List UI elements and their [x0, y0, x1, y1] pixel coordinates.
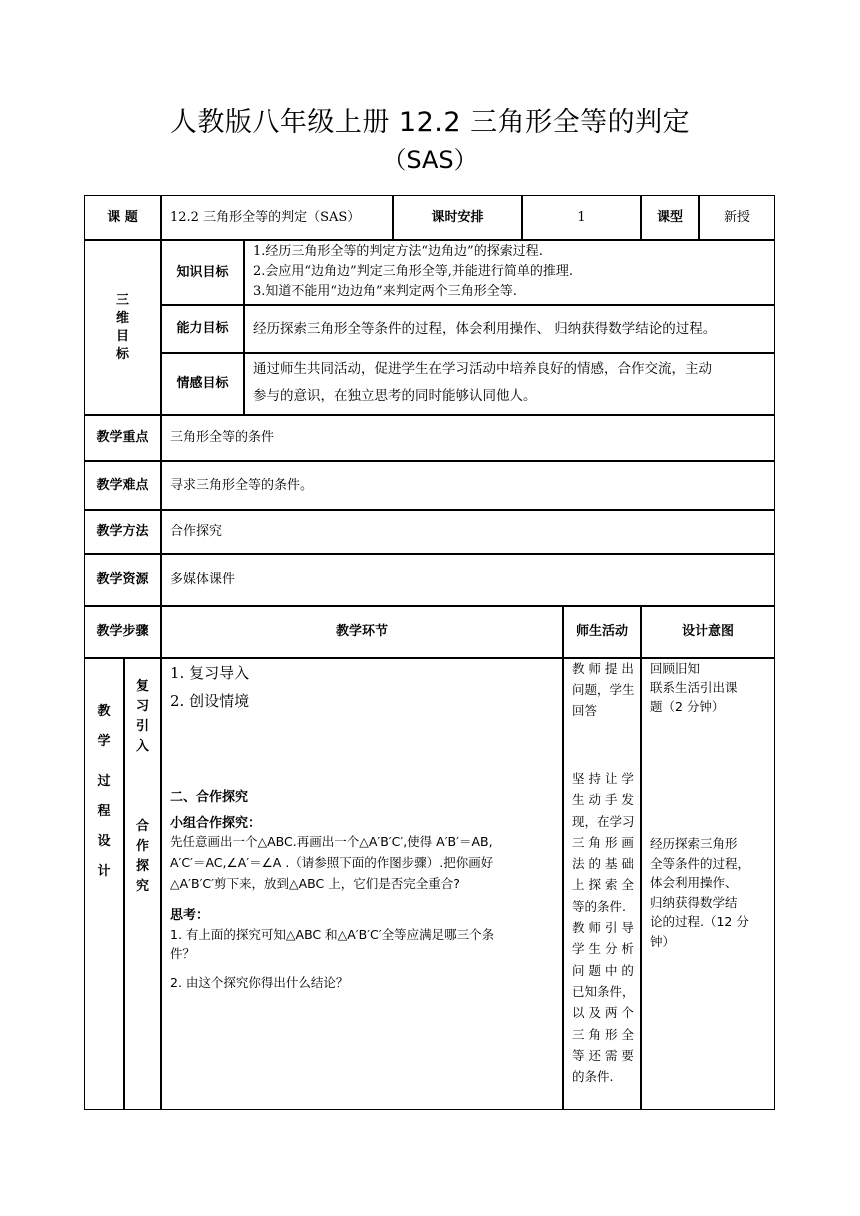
steps-label: 教学步骤: [84, 606, 161, 658]
process-vertical-label: 教 学 过 程 设 计: [84, 658, 124, 1110]
emotion-goal-text: 通过师生共同活动，促进学生在学习活动中培养良好的情感，合作交流，主动 参与的意识，在独立思考的同时能够认同他人。: [244, 353, 775, 415]
resource-value: 多媒体课件: [161, 554, 775, 606]
explore-heading: 二、合作探究: [170, 790, 249, 805]
knowledge-goal-text: 1.经历三角形全等的判定方法“边角边”的探索过程. 2.会应用“边角边”判定三角形全等,并能进行简单的推理. 3.知道不能用“边边角”来判定两个三角形全等.: [244, 240, 775, 305]
intent-explore: 经历探索三角形 全等条件的过程， 体会利用操作、 归纳获得数学结 论的过程.（12 分 钟）: [650, 836, 751, 949]
review-items: 1. 复习导入 2. 创设情境: [170, 664, 250, 710]
difficulty-value: 寻求三角形全等的条件。: [161, 461, 775, 510]
page-subtitle: （SAS）: [382, 146, 478, 174]
review-stage-label: 复 习 引 入: [135, 679, 149, 754]
knowledge-goal-label: 知识目标: [161, 240, 244, 305]
section-header: 教学环节: [161, 606, 563, 658]
method-label: 教学方法: [84, 510, 161, 554]
explore-stage-label: 合 作 探 究: [135, 819, 149, 894]
intent-review: 回顾旧知 联系生活引出课 题（2 分钟）: [650, 661, 738, 714]
type-label: 课型: [641, 195, 699, 240]
hours-value: 1: [522, 195, 641, 240]
type-value: 新授: [699, 195, 775, 240]
activity-header: 师生活动: [563, 606, 641, 658]
ability-goal-text: 经历探索三角形全等条件的过程，体会利用操作、 归纳获得数学结论的过程。: [244, 305, 775, 353]
key-point-label: 教学重点: [84, 415, 161, 461]
activity-review: 教 师 提 出 问题，学生 回答: [572, 661, 635, 718]
key-point-value: 三角形全等的条件: [161, 415, 775, 461]
emotion-goal-label: 情感目标: [161, 353, 244, 415]
design-intent: [641, 658, 775, 1110]
goals-group-label: 三 维 目 标: [84, 240, 161, 415]
think-question-1: 1. 有上面的探究可知△ABC 和△A′B′C′全等应满足哪三个条 件？: [170, 927, 495, 961]
activity-explore: 坚 持 让 学 生 动 手 发 现，在学习 三 角 形 画 法 的 基 础 上 探 索 全 等的条件. 教 师 引 导 学 生 分 析 问 题 中 的 已知条件， 以 及 两 个 三 角 形 全 等 还 需 要 的条件.: [572, 771, 635, 1085]
teacher-student-activity: [563, 658, 641, 1110]
group-heading: 小组合作探究：: [170, 816, 262, 831]
lesson-plan-table: [85, 196, 776, 1111]
hours-label: 课时安排: [393, 195, 522, 240]
think-question-2: 2. 由这个探究你得出什么结论？: [170, 975, 349, 990]
page-title: 人教版八年级上册 12.2 三角形全等的判定: [169, 107, 691, 138]
method-value: 合作探究: [161, 510, 775, 554]
stage-labels: [124, 658, 161, 1110]
ability-goal-label: 能力目标: [161, 305, 244, 353]
think-heading: 思考：: [170, 908, 210, 923]
group-task: 先任意画出一个△ABC.再画出一个△A′B′C′,使得 A′B′＝AB, A′C′＝AC,∠A′＝∠A .（请参照下面的作图步骤）.把你画好 △A′B′C′剪下来，放到△ABC 上，它们是否完全重合?: [170, 834, 494, 891]
topic-label: 课 题: [84, 195, 161, 240]
topic-value: 12.2 三角形全等的判定（SAS）: [161, 195, 393, 240]
difficulty-label: 教学难点: [84, 461, 161, 510]
intent-header: 设计意图: [641, 606, 775, 658]
teaching-content: [161, 658, 563, 1110]
resource-label: 教学资源: [84, 554, 161, 606]
